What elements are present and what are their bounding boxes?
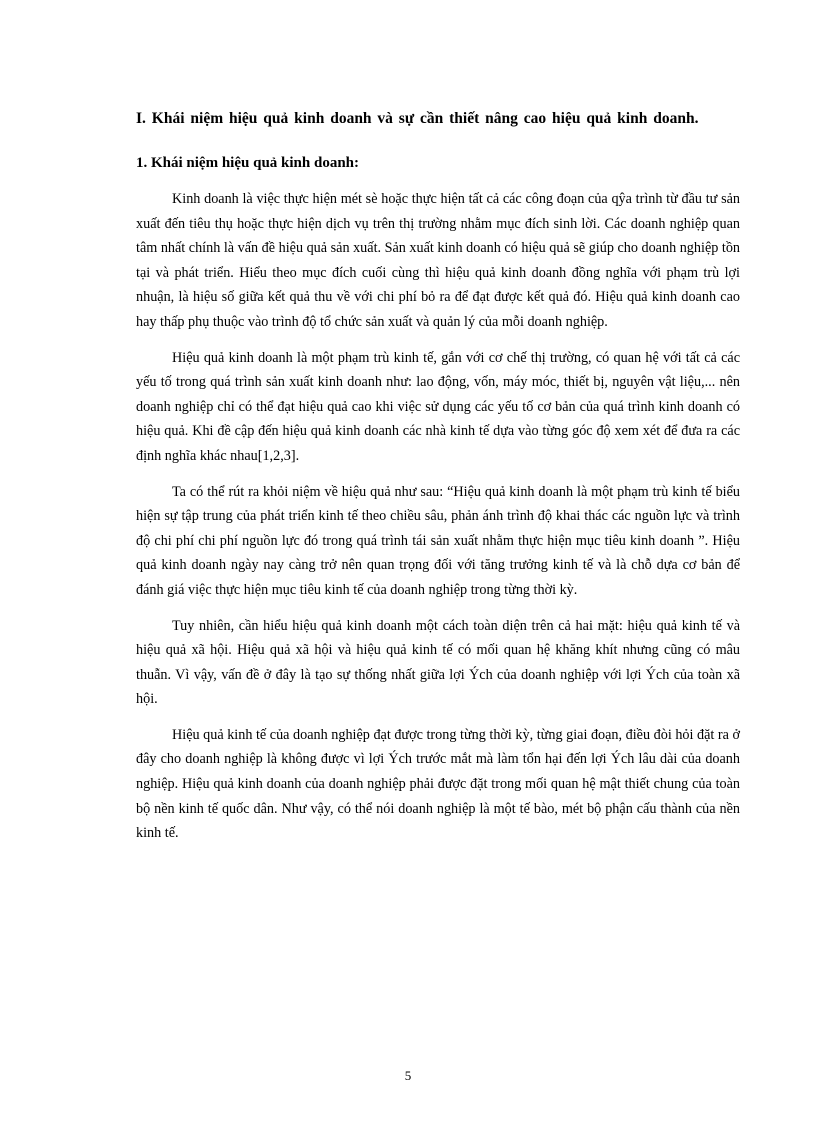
paragraph-2: Hiệu quả kinh doanh là một phạm trù kinh tế, gắn với cơ chế thị trường, có quan hệ với tất cả các yếu tố trong quá trình sản xuất kinh doanh như: lao động, vốn, máy móc, thiết bị, nguyên vật liệu,... nên doanh nghiệp chỉ có thể đạt hiệu quả cao khi việc sử dụng các yếu tố cơ bản của quá trình kinh doanh có hiệu quả. Khi đề cập đến hiệu quả kinh doanh các nhà kinh tế dựa vào từng góc độ xem xét để đưa ra các định nghĩa khác nhau[1,2,3]. (136, 349, 740, 464)
paragraph-5: Hiệu quả kinh tế của doanh nghiệp đạt được trong từng thời kỳ, từng giai đoạn, điều đòi hỏi đặt ra ở đây cho doanh nghiệp là không được vì lợi Ých trước mắt mà làm tổn hại đến lợi Ých lâu dài của doanh nghiệp. Hiệu quả kinh doanh của doanh nghiệp phải được đặt trong mối quan hệ mật thiết chung của toàn bộ nền kinh tế quốc dân. Như vậy, có thể nói doanh nghiệp là một tế bào, mét bộ phận cấu thành của nền kinh tế. (136, 726, 740, 842)
paragraph-1: Kinh doanh là việc thực hiện mét sè hoặc thực hiện tất cả các công đoạn của qŷa trình từ đầu tư sản xuất đến tiêu thụ hoặc thực hiện dịch vụ trên thị trường nhằm mục đích sinh lời. Các doanh nghiệp quan tâm nhất chính là vấn đề hiệu quả sản xuất. Sản xuất kinh doanh có hiệu quả sẽ giúp cho doanh nghiệp tồn tại và phát triển. Hiểu theo mục đích cuối cùng thì hiệu quả kinh doanh đồng nghĩa với phạm trù lợi nhuận, là hiệu số giữa kết quả thu về với chi phí bỏ ra để đạt được kết quả đó. Hiệu quả kinh doanh cao hay thấp phụ thuộc vào trình độ tổ chức sản xuất và quản lý của mỗi doanh nghiệp. (136, 191, 741, 330)
page-content (136, 108, 740, 846)
page-number: 5 (404, 1068, 412, 1083)
subsection-heading: 1. Khái niệm hiệu quả kinh doanh: (136, 155, 360, 171)
paragraph-4: Tuy nhiên, cần hiểu hiệu quả kinh doanh một cách toàn diện trên cả hai mặt: hiệu quả kinh tế và hiệu quả xã hội. Hiệu quả xã hội và hiệu quả kinh tế có mối quan hệ khăng khít nhưng cũng có mâu thuẫn. Vì vậy, vấn đề ở đây là tạo sự thống nhất giữa lợi Ých của doanh nghiệp với lợi Ých của toàn xã hội. (136, 617, 740, 708)
section-heading: I. Khái niệm hiệu quả kinh doanh và sự cần thiết nâng cao hiệu quả kinh doanh. (136, 110, 699, 127)
paragraph-3: Ta có thể rút ra khỏi niệm về hiệu quả như sau: “Hiệu quả kinh doanh là một phạm trù kinh tế biểu hiện sự tập trung của phát triển kinh tế theo chiều sâu, phản ánh trình độ khai thác các nguồn lực và trình độ chi phí chi phí nguồn lực đó trong quá trình tái sản xuất nhằm thực hiện mục tiêu kinh doanh ”. Hiệu quả kinh doanh ngày nay càng trở nên quan trọng đối với tăng trưởng kinh tế và là chỗ dựa cơ bản để đánh giá việc thực hiện mục tiêu kinh tế của doanh nghiệp trong từng thời kỳ. (136, 483, 740, 598)
